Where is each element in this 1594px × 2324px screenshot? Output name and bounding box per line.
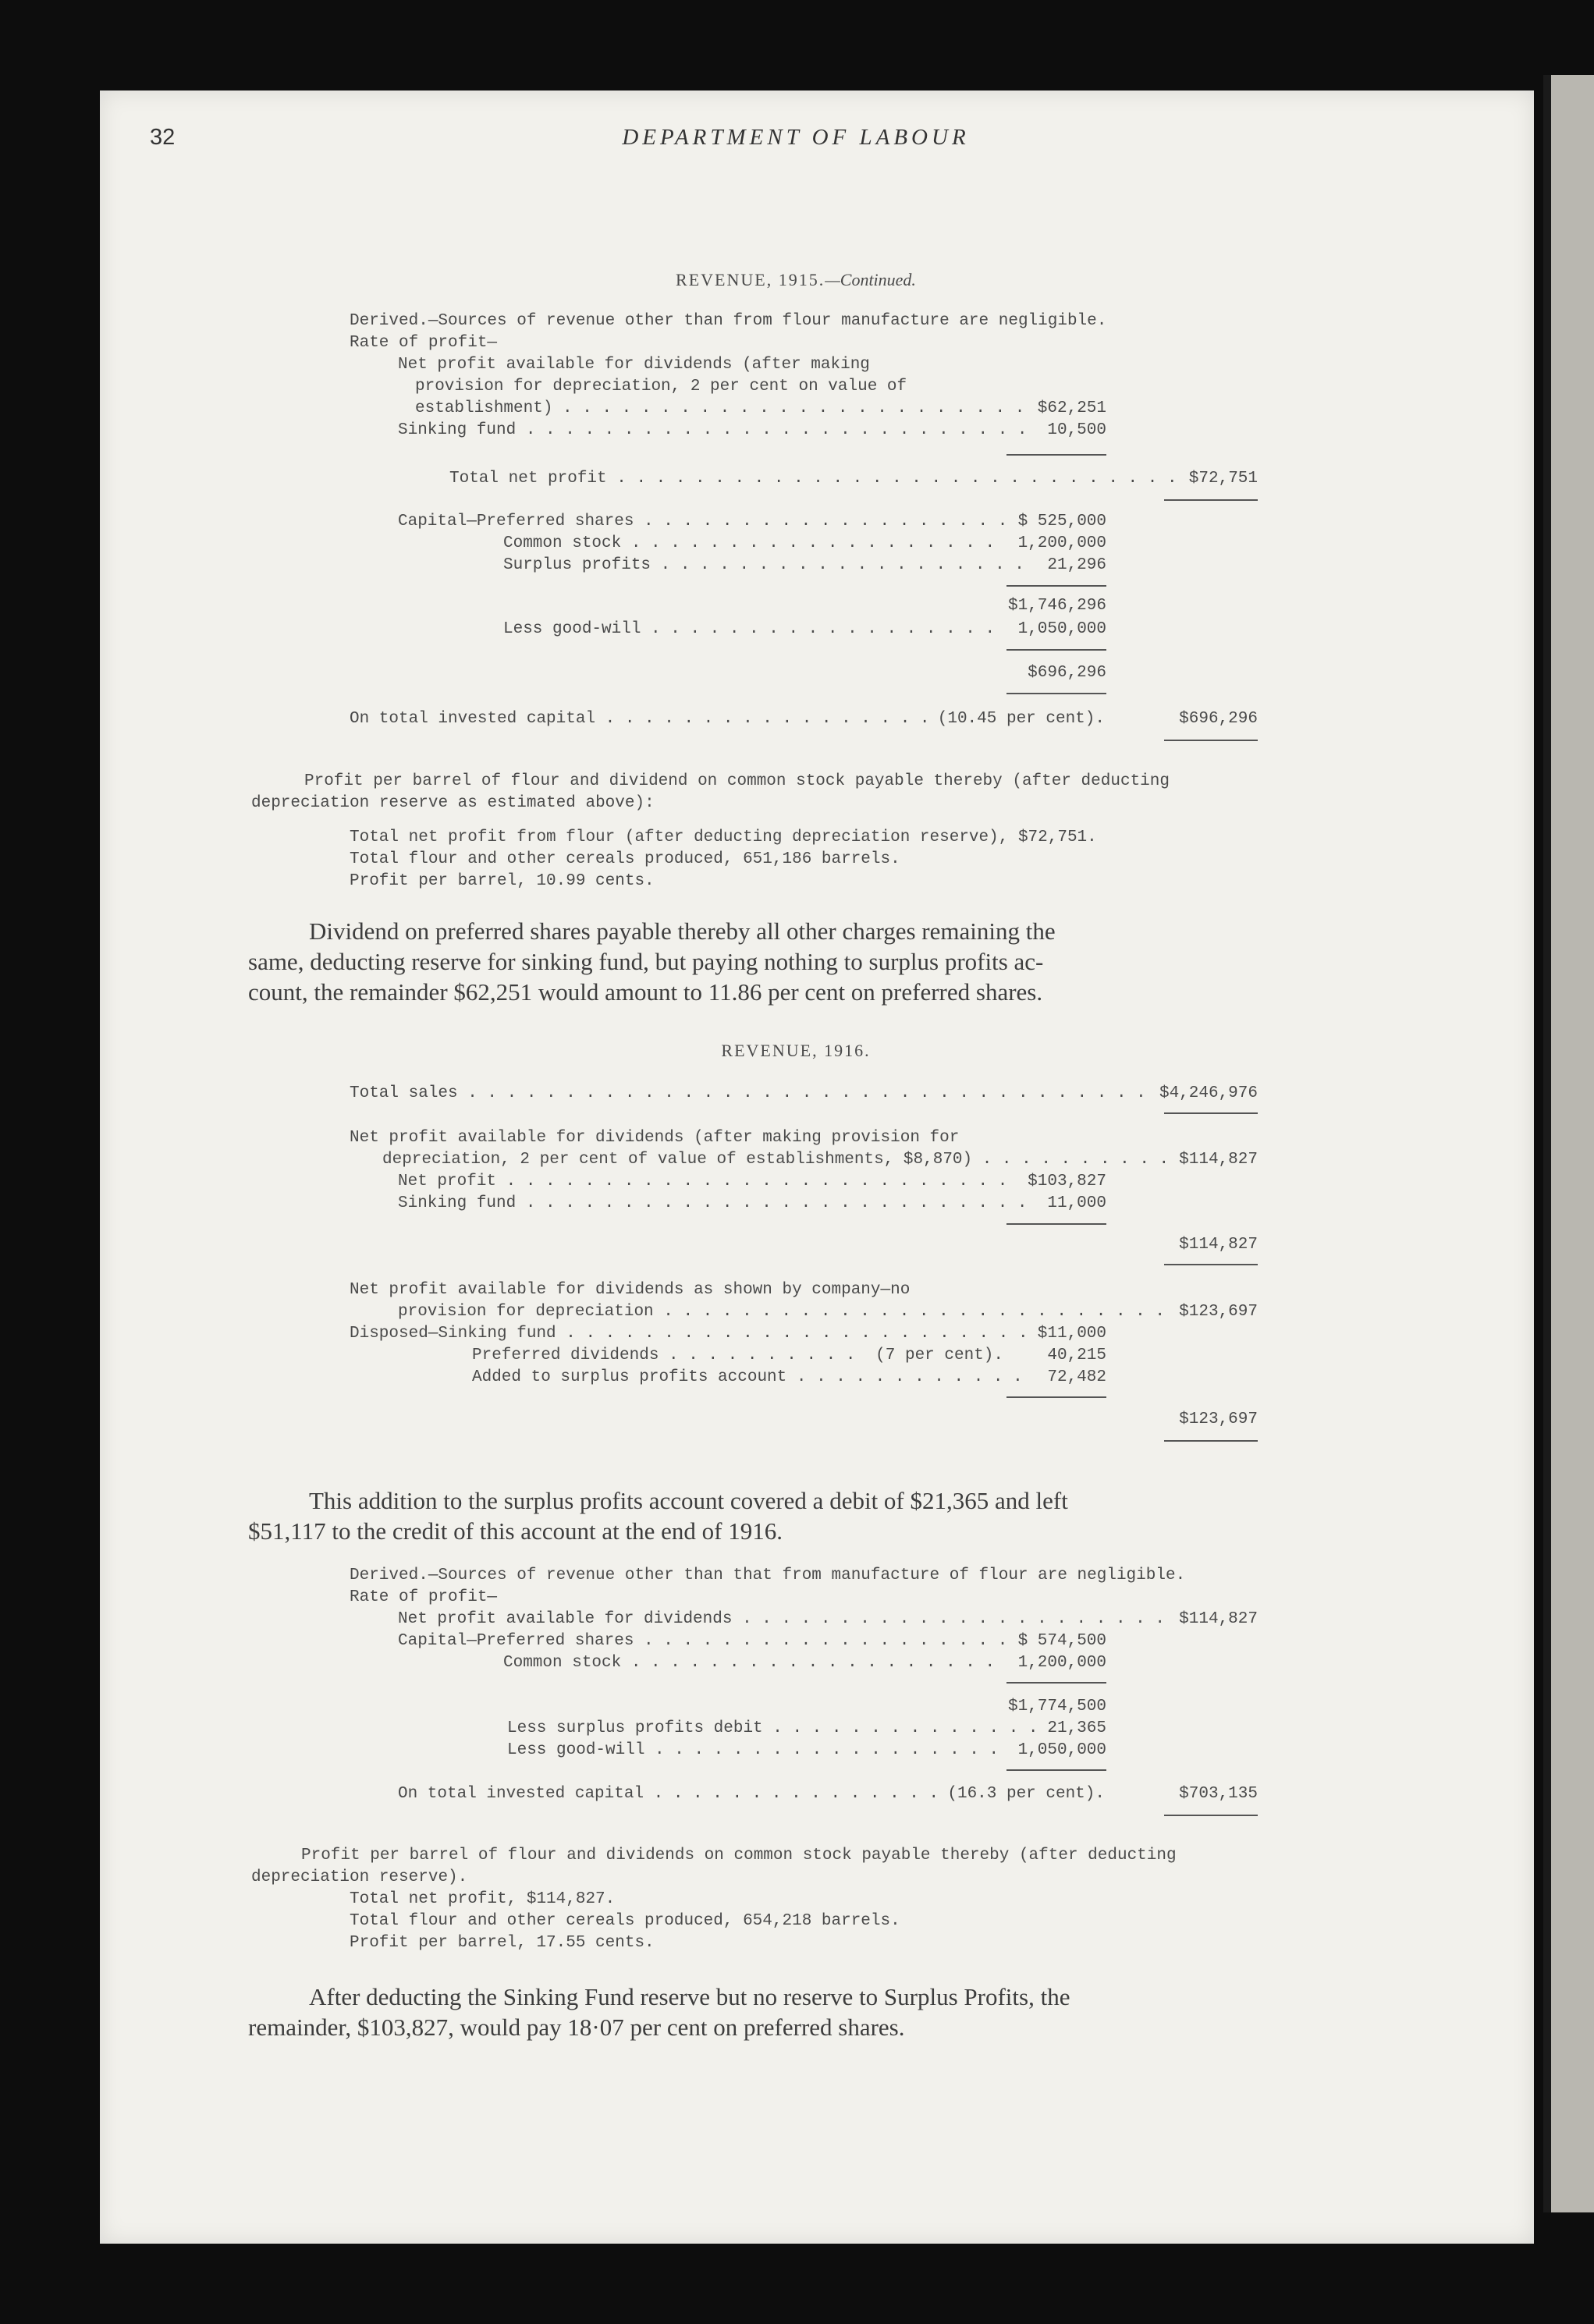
net-profit-row-1916 [398, 1171, 1106, 1193]
addition-paragraph-line-2: $51,117 to the credit of this account at the end of 1916. [248, 1517, 783, 1545]
less-goodwill-row-1916 [507, 1740, 1106, 1762]
on-total-capital-label: On total invested capital . . . . . . . . . . . . . . . . . [350, 710, 930, 728]
surplus-profits-label: Surplus profits . . . . . . . . . . . . . . . . . . . [503, 556, 1024, 574]
sum-row-2 [1117, 1409, 1258, 1431]
common-stock-label: Common stock . . . . . . . . . . . . . . . . . . . [503, 1654, 996, 1672]
net-profit-1916-line-1: Net profit available for dividends (after making provision for [350, 1129, 960, 1147]
flour-produced-1916: Total flour and other cereals produced, 654,218 barrels. [350, 1912, 900, 1930]
added-surplus-amount: 72,482 [1047, 1368, 1106, 1386]
section-heading-1915 [421, 270, 1170, 290]
net-profit-label: establishment) . . . . . . . . . . . . . . . . . . . . . . . . [415, 399, 1025, 417]
net-profit-label: Net profit . . . . . . . . . . . . . . . . . . . . . . . . . . [398, 1173, 1008, 1190]
derived-note-1916: Derived.—Sources of revenue other than that from manufacture of flour are negligible. [350, 1566, 1186, 1584]
final-paragraph-line-1: After deducting the Sinking Fund reserve but no reserve to Surplus Profits, the [309, 1983, 1070, 2010]
rule [1164, 499, 1258, 501]
final-paragraph-line-2: remainder, $103,827, would pay 18·07 per cent on preferred shares. [248, 2014, 905, 2041]
total-net-profit-amount: $72,751 [1188, 470, 1258, 488]
profit-per-barrel-1916: Profit per barrel, 17.55 cents. [350, 1934, 655, 1952]
dividend-paragraph-line-3: count, the remainder $62,251 would amount to 11.86 per cent on preferred shares. [248, 978, 1043, 1006]
net-profit-dividends-row [398, 1609, 1258, 1630]
on-total-capital-rate: (16.3 per cent). [947, 1785, 1105, 1803]
on-total-capital-rate: (10.45 per cent). [937, 710, 1105, 728]
net-profit-1916-line-2-amount: $114,827 [1179, 1151, 1258, 1169]
dividend-paragraph-line-2: same, deducting reserve for sinking fund, but paying nothing to surplus profits ac- [248, 948, 1044, 975]
added-surplus-row [472, 1367, 1106, 1389]
dividend-paragraph-line-1: Dividend on preferred shares payable thereby all other charges remaining the [309, 917, 1056, 945]
rule [1006, 454, 1106, 456]
capital-preferred-row-1916 [398, 1630, 1106, 1652]
rule [1006, 649, 1106, 651]
company-profit-line-1: Net profit available for dividends as shown by company—no [350, 1281, 911, 1299]
less-surplus-debit-label: Less surplus profits debit . . . . . . . . . . . . . . [507, 1719, 1038, 1737]
rule [1006, 693, 1106, 694]
capital-preferred-amount: $ 525,000 [1017, 513, 1106, 530]
on-total-capital-amount: $696,296 [1179, 710, 1258, 728]
net-capital-row-1915 [967, 662, 1106, 684]
rule [1164, 1440, 1258, 1442]
heading-1915-text: REVENUE, 1915. [676, 270, 825, 289]
profit-per-barrel-1915: Profit per barrel, 10.99 cents. [350, 872, 655, 890]
sum-2-amount: $123,697 [1179, 1410, 1258, 1428]
capital-subtotal-amount: $1,746,296 [1007, 597, 1106, 615]
sinking-fund-label: Sinking fund . . . . . . . . . . . . . . . . . . . . . . . . . . [398, 421, 1028, 439]
per-barrel-note-line-1: Profit per barrel of flour and dividend on common stock payable thereby (after deducting [304, 772, 1170, 790]
total-net-profit-1916: Total net profit, $114,827. [350, 1890, 616, 1908]
preferred-dividends-rate: (7 per cent). [875, 1347, 1003, 1364]
net-capital-amount: $696,296 [1028, 664, 1106, 682]
capital-preferred-label: Capital—Preferred shares . . . . . . . . . . . . . . . . . . . [398, 1632, 1008, 1650]
less-goodwill-amount: 1,050,000 [1017, 1741, 1106, 1759]
preferred-dividends-label: Preferred dividends . . . . . . . . . . [472, 1347, 856, 1364]
rule [1006, 1223, 1106, 1225]
capital-preferred-label: Capital—Preferred shares . . . . . . . . . . . . . . . . . . . [398, 513, 1008, 530]
rule [1164, 1815, 1258, 1816]
per-barrel-note-line-2: depreciation reserve as estimated above): [251, 794, 655, 812]
derived-note-1915: Derived.—Sources of revenue other than from flour manufacture are negligible. [350, 312, 1107, 330]
disposed-label: Disposed—Sinking fund . . . . . . . . . . . . . . . . . . . . . . . . [350, 1325, 1028, 1343]
adjacent-page-edge [1543, 75, 1594, 2212]
company-profit-line-2: provision for depreciation . . . . . . . . . . . . . . . . . . . . . . . . . . [398, 1303, 1165, 1321]
total-net-profit-row-1915 [449, 468, 1258, 490]
added-surplus-label: Added to surplus profits account . . . . . . . . . . . . [472, 1368, 1023, 1386]
rate-of-profit-1916: Rate of profit— [350, 1588, 498, 1606]
capital-subtotal-row-1915 [967, 595, 1106, 617]
less-goodwill-label: Less good-will . . . . . . . . . . . . . . . . . . [503, 620, 996, 638]
common-stock-row-1916 [503, 1652, 1106, 1674]
rule [1006, 1769, 1106, 1771]
rule [1006, 1396, 1106, 1398]
sum-row-1 [1117, 1234, 1258, 1256]
heading-1915-suffix: —Continued. [825, 270, 916, 289]
disposed-row [350, 1323, 1106, 1345]
rule [1006, 585, 1106, 587]
capital-subtotal-row-1916 [967, 1696, 1106, 1718]
common-stock-row-1915 [503, 533, 1106, 555]
capital-preferred-row-1915 [398, 511, 1106, 533]
preferred-dividends-row [472, 1345, 1106, 1367]
rule [1164, 1112, 1258, 1114]
common-stock-amount: 1,200,000 [1017, 1654, 1106, 1672]
net-profit-amount: $103,827 [1028, 1173, 1106, 1190]
net-profit-line-2: provision for depreciation, 2 per cent on value of [415, 378, 907, 396]
net-profit-1916-line-2: depreciation, 2 per cent of value of establishments, $8,870) . . . . . . . . . . [382, 1151, 1170, 1169]
page-number: 32 [150, 125, 176, 150]
running-head: DEPARTMENT OF LABOUR [622, 125, 970, 150]
sinking-fund-row-1916 [398, 1193, 1106, 1215]
total-sales-row [350, 1083, 1258, 1105]
common-stock-amount: 1,200,000 [1017, 534, 1106, 552]
capital-subtotal-amount: $1,774,500 [1007, 1698, 1106, 1716]
section-heading-1916: REVENUE, 1916. [721, 1041, 871, 1060]
less-goodwill-label: Less good-will . . . . . . . . . . . . . . . . . . [507, 1741, 999, 1759]
company-profit-row [398, 1301, 1258, 1323]
surplus-profits-row-1915 [503, 555, 1106, 577]
sum-1-amount: $114,827 [1179, 1236, 1258, 1254]
net-profit-1916-line-2-row [382, 1149, 1258, 1171]
common-stock-label: Common stock . . . . . . . . . . . . . . . . . . . [503, 534, 996, 552]
surplus-profits-amount: 21,296 [1047, 556, 1106, 574]
on-total-capital-amount: $703,135 [1179, 1785, 1258, 1803]
on-total-capital-row-1916 [398, 1783, 1258, 1805]
less-surplus-debit-amount: 21,365 [1047, 1719, 1106, 1737]
total-sales-label: Total sales . . . . . . . . . . . . . . . . . . . . . . . . . . . . . . . . . . . [350, 1084, 1146, 1102]
company-profit-amount: $123,697 [1179, 1303, 1258, 1321]
net-profit-dividends-label: Net profit available for dividends . . . . . . . . . . . . . . . . . . . . . . [398, 1610, 1165, 1628]
sinking-fund-amount: 11,000 [1047, 1194, 1106, 1212]
rule [1006, 1682, 1106, 1684]
preferred-dividends-amount: 40,215 [1047, 1347, 1106, 1364]
rate-of-profit-1915: Rate of profit— [350, 334, 498, 352]
net-profit-line-1: Net profit available for dividends (after making [398, 356, 870, 374]
per-barrel-1916-line-1: Profit per barrel of flour and dividends on common stock payable thereby (after deducting [301, 1847, 1177, 1865]
less-goodwill-amount: 1,050,000 [1017, 620, 1106, 638]
rule [1164, 1264, 1258, 1265]
net-profit-amount: $62,251 [1037, 399, 1106, 417]
sinking-fund-amount: 10,500 [1047, 421, 1106, 439]
disposed-amount: $11,000 [1037, 1325, 1106, 1343]
per-barrel-1916-line-2: depreciation reserve). [251, 1868, 468, 1886]
flour-net-profit-1915: Total net profit from flour (after deducting depreciation reserve), $72,751. [350, 828, 1097, 846]
less-goodwill-row-1915 [503, 619, 1106, 640]
sinking-fund-row-1915 [398, 420, 1106, 442]
on-total-capital-row-1915 [350, 708, 1258, 730]
capital-preferred-amount: $ 574,500 [1017, 1632, 1106, 1650]
net-profit-dividends-amount: $114,827 [1179, 1610, 1258, 1628]
total-sales-amount: $4,246,976 [1159, 1084, 1258, 1102]
on-total-capital-label: On total invested capital . . . . . . . . . . . . . . . [398, 1785, 939, 1803]
net-profit-row-1915 [415, 398, 1106, 420]
less-surplus-debit-row [507, 1718, 1106, 1740]
addition-paragraph-line-1: This addition to the surplus profits account covered a debit of $21,365 and left [309, 1487, 1068, 1514]
flour-produced-1915: Total flour and other cereals produced, 651,186 barrels. [350, 850, 900, 868]
total-net-profit-label: Total net profit . . . . . . . . . . . . . . . . . . . . . . . . . . . . . [449, 470, 1177, 488]
rule [1164, 740, 1258, 741]
sinking-fund-label: Sinking fund . . . . . . . . . . . . . . . . . . . . . . . . . . [398, 1194, 1028, 1212]
